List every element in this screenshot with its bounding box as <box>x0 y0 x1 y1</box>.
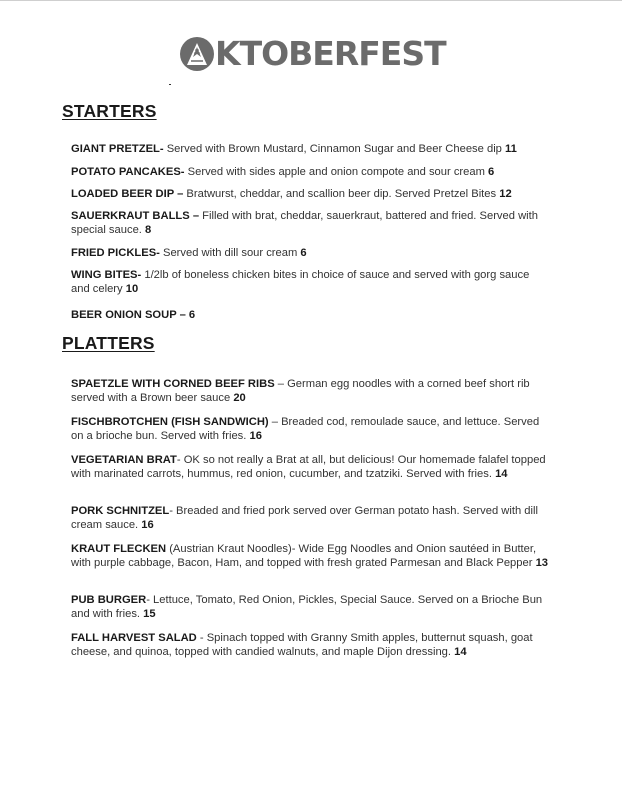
item-description: (Austrian Kraut Noodles)- Wide Egg Noodles and Onion sautéed in Butter, with purple cabbage, Bacon, Ham, and topped with fresh grated Parmesan and Black Pepper <box>71 543 537 570</box>
section-title-platters: PLATTERS <box>62 333 155 353</box>
item-description: Served with Brown Mustard, Cinnamon Sugar and Beer Cheese dip <box>163 143 506 155</box>
menu-item <box>71 308 551 322</box>
menu-item <box>71 246 551 260</box>
page-top-border <box>0 0 622 1</box>
item-description: – German egg noodles with a corned beef short rib served with a Brown beer sauce <box>71 378 530 405</box>
menu-item <box>71 504 551 532</box>
item-price: 20 <box>233 392 246 405</box>
oktoberfest-logo <box>180 36 446 72</box>
item-price: 8 <box>145 224 152 237</box>
logo-text: KTOBERFEST <box>215 34 446 73</box>
menu-item <box>71 415 551 443</box>
item-price: 12 <box>499 188 512 200</box>
item-price: 16 <box>249 430 262 443</box>
item-name: SPAETZLE WITH CORNED BEEF RIBS <box>71 378 275 390</box>
mountain-circle-icon <box>180 37 214 71</box>
menu-item <box>71 209 551 237</box>
menu-item <box>71 268 551 296</box>
item-price: 14 <box>454 646 467 659</box>
item-name: LOADED BEER DIP – <box>71 188 184 200</box>
item-price: 6 <box>488 166 495 178</box>
menu-item <box>71 453 551 481</box>
item-name: BEER ONION SOUP – 6 <box>71 309 196 321</box>
item-description: - Spinach topped with Granny Smith apples, butternut squash, goat cheese, and quinoa, topped with candied walnuts, and maple Dijon dressing. <box>71 632 533 659</box>
item-description: Served with sides apple and onion compote and sour cream <box>184 166 489 178</box>
menu-item <box>71 377 551 405</box>
menu-item <box>71 593 551 621</box>
stray-mark <box>169 84 171 85</box>
item-price: 16 <box>141 519 154 532</box>
item-name: FALL HARVEST SALAD <box>71 632 197 644</box>
item-description: Filled with brat, cheddar, sauerkraut, battered and fried. Served with special sauce. <box>71 210 538 237</box>
item-name: POTATO PANCAKES- <box>71 166 185 178</box>
item-price: 13 <box>535 557 549 570</box>
item-price: 6 <box>300 247 307 259</box>
menu-item <box>71 631 551 659</box>
item-name: PUB BURGER <box>71 594 147 606</box>
item-description: - Breaded and fried pork served over German potato hash. Served with dill cream sauce. <box>71 505 538 532</box>
item-price: 14 <box>495 468 508 481</box>
item-name: KRAUT FLECKEN <box>71 543 167 555</box>
item-name: VEGETARIAN BRAT <box>71 454 177 466</box>
item-description: Bratwurst, cheddar, and scallion beer dip. Served Pretzel Bites <box>183 188 500 200</box>
item-price: 11 <box>505 143 517 155</box>
item-name: SAUERKRAUT BALLS – <box>71 210 200 222</box>
item-name: WING BITES- <box>71 269 142 281</box>
item-name: PORK SCHNITZEL <box>71 505 170 517</box>
item-name: FISCHBROTCHEN (FISH SANDWICH) <box>71 416 269 428</box>
item-description: - OK so not really a Brat at all, but delicious! Our homemade falafel topped with marinated carrots, hummus, red onion, cucumber, and tzatziki. Served with fries. <box>71 454 546 481</box>
menu-item <box>71 542 551 570</box>
item-name: FRIED PICKLES- <box>71 247 160 259</box>
menu-item <box>71 142 551 156</box>
menu-item <box>71 187 551 201</box>
item-description: 1/2lb of boneless chicken bites in choice of sauce and served with gorg sauce and celery <box>71 269 530 296</box>
item-price: 15 <box>143 608 156 621</box>
item-description: – Breaded cod, remoulade sauce, and lettuce. Served on a brioche bun. Served with fries. <box>71 416 540 443</box>
item-name: GIANT PRETZEL- <box>71 143 164 155</box>
item-description: - Lettuce, Tomato, Red Onion, Pickles, Special Sauce. Served on a Brioche Bun and with fries. <box>71 594 543 621</box>
section-title-starters: STARTERS <box>62 101 157 121</box>
item-description: Served with dill sour cream <box>159 247 301 259</box>
item-price: 10 <box>125 283 139 296</box>
menu-item <box>71 165 551 179</box>
